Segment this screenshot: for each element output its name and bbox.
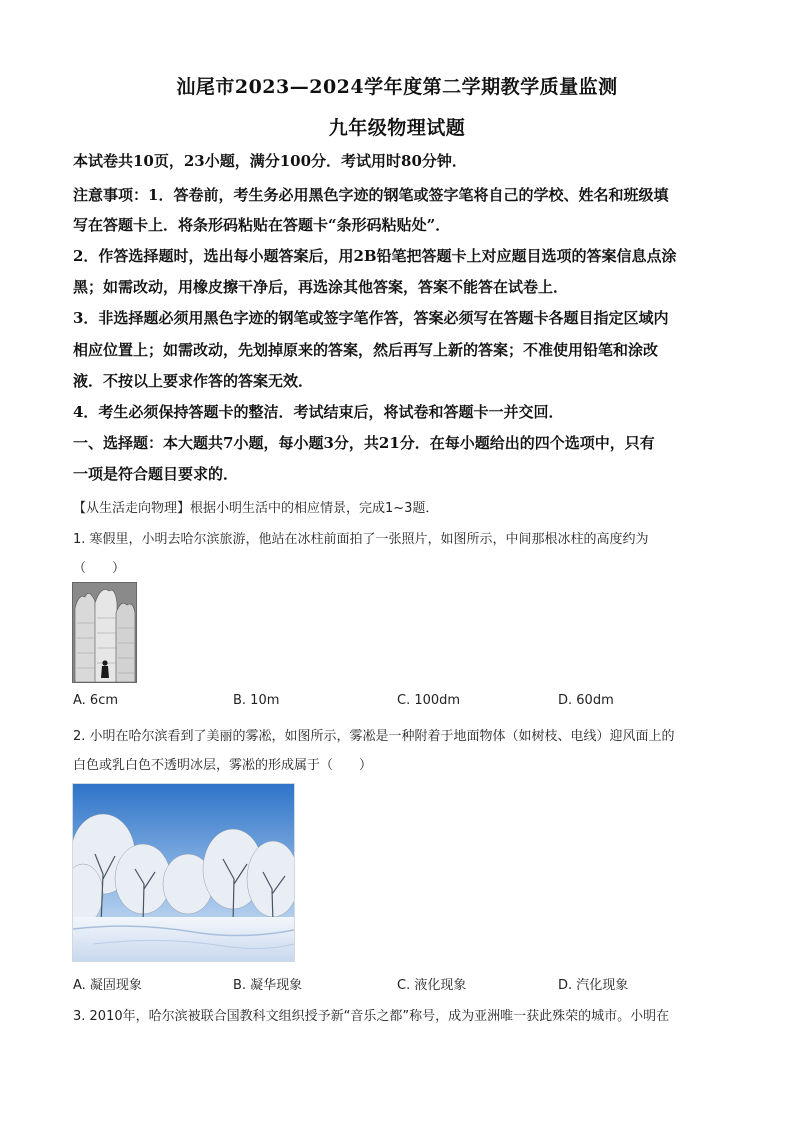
instruction-line: 注意事项：1．答卷前，考生务必用黑色字迹的钢笔或签字笔将自己的学校、姓名和班级填 <box>73 186 669 204</box>
option-c: C. 100dm <box>397 693 461 708</box>
instruction-line: 液．不按以上要求作答的答案无效． <box>73 372 314 390</box>
question-1-stem: 1. 寒假里，小明去哈尔滨旅游，他站在冰柱前面拍了一张照片，如图所示，中间那根冰柱的高度约为 <box>73 532 649 547</box>
instruction-line: 黑；如需改动，用橡皮擦干净后，再选涂其他答案，答案不能答在试卷上． <box>73 278 569 296</box>
instruction-line: 本试卷共10页，23小题，满分100分．考试用时80分钟． <box>73 152 467 170</box>
option-b: B. 10m <box>233 693 280 708</box>
section-heading: 一项是符合题目要求的． <box>73 465 239 483</box>
instruction-line: 2．作答选择题时，选出每小题答案后，用2B铅笔把答题卡上对应题目选项的答案信息点涂 <box>73 247 677 265</box>
question-3-stem: 3. 2010年，哈尔滨被联合国教科文组织授予新“音乐之都”称号，成为亚洲唯一获此殊荣的城市。小明在 <box>73 1009 670 1024</box>
option-a: A. 6cm <box>73 693 119 708</box>
exam-subtitle: 九年级物理试题 <box>328 117 466 139</box>
instruction-line: 相应位置上；如需改动，先划掉原来的答案，然后再写上新的答案；不准使用铅笔和涂改 <box>73 341 659 359</box>
question-2-stem: 2. 小明在哈尔滨看到了美丽的雾凇，如图所示，雾凇是一种附着于地面物体（如树枝、电线）迎风面上的 <box>73 729 675 744</box>
ice-pillar-photo <box>72 582 137 683</box>
section-heading: 一、选择题：本大题共7小题，每小题3分，共21分．在每小题给出的四个选项中，只有 <box>73 434 655 452</box>
option-b: B. 凝华现象 <box>233 978 303 993</box>
option-a: A. 凝固现象 <box>73 978 142 993</box>
instruction-line: 写在答题卡上．将条形码粘贴在答题卡“条形码粘贴处”． <box>73 216 451 234</box>
rime-landscape-photo <box>72 783 295 962</box>
instruction-line: 3．非选择题必须用黑色字迹的钢笔或签字笔作答，答案必须写在答题卡各题目指定区域内 <box>73 309 669 327</box>
group-intro: 【从生活走向物理】根据小明生活中的相应情景，完成1~3题． <box>73 501 439 516</box>
question-2-stem: 白色或乳白色不透明冰层，雾凇的形成属于（ ） <box>73 758 373 773</box>
option-c: C. 液化现象 <box>397 978 467 993</box>
exam-title: 汕尾市2023—2024学年度第二学期教学质量监测 <box>176 76 618 98</box>
option-d: D. 60dm <box>558 693 614 708</box>
question-1-stem: （ ） <box>73 561 126 576</box>
option-d: D. 汽化现象 <box>558 978 629 993</box>
instruction-line: 4．考生必须保持答题卡的整洁．考试结束后，将试卷和答题卡一并交回． <box>73 403 564 421</box>
